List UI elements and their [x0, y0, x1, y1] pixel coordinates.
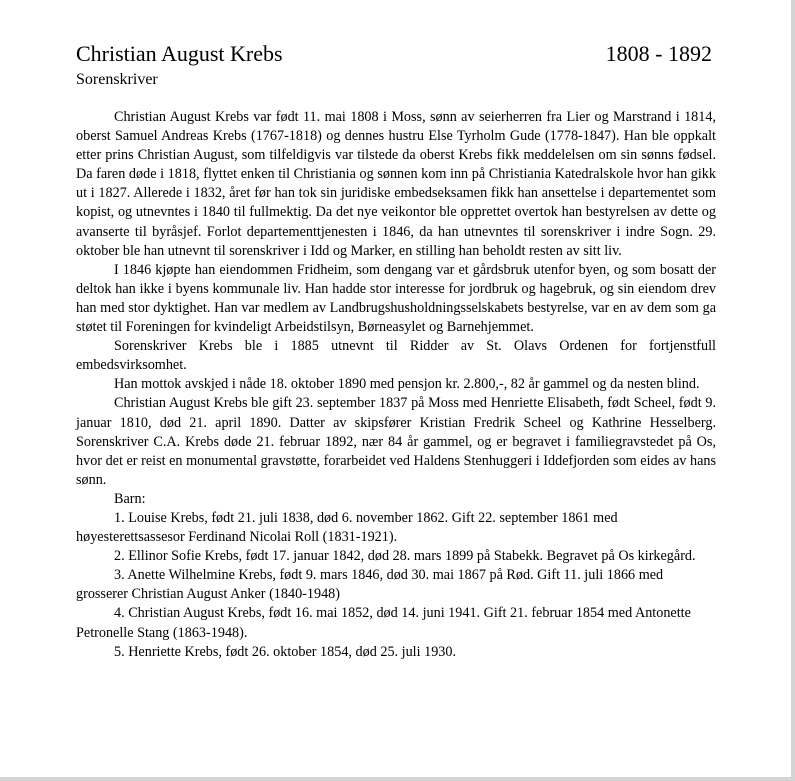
paragraph: Han mottok avskjed i nåde 18. oktober 1890 med pensjon kr. 2.800,-, 82 år gammel og da nesten blind.: [114, 376, 700, 393]
child-entry: 1. Louise Krebs, født 21. juli 1838, død 6. november 1862. Gift 22. september 1861 med høyesterettsassesor Ferdinand Nicolai Roll (1831-1921).: [76, 509, 618, 546]
person-title: Sorenskriver: [76, 71, 158, 88]
window-frame-right: [791, 0, 795, 781]
children-list: [76, 490, 716, 662]
title-row: [76, 38, 716, 70]
document-page: [76, 38, 716, 662]
window-frame-bottom: [0, 777, 795, 781]
paragraph: Christian August Krebs ble gift 23. september 1837 på Moss med Henriette Elisabeth, født Scheel, født 9. januar 1810, død 21. april 1890. Datter av skipsfører Kristian Fredrik Scheel og Kathrine Hesselberg. Sorenskriver C.A. Krebs døde 21. februar 1892, nær 84 år gammel, og er begravet i familiegravstedet på Os, hvor det er reist en monumental gravstøtte, forarbeidet ved Haldens Stenhuggeri i Iddefjorden som eides av hans sønn.: [76, 395, 716, 488]
child-entry: 3. Anette Wilhelmine Krebs, født 9. mars 1846, død 30. mai 1867 på Rød. Gift 11. juli 1866 med grosserer Christian August Anker (1840-1948): [76, 567, 664, 603]
children-heading: Barn:: [114, 490, 146, 507]
child-entry: 4. Christian August Krebs, født 16. mai 1852, død 14. juni 1941. Gift 21. februar 1854 med Antonette Petronelle Stang (1863-1948).: [76, 605, 691, 641]
child-entry: 5. Henriette Krebs, født 26. oktober 1854, død 25. juli 1930.: [114, 643, 457, 660]
child-entry: 2. Ellinor Sofie Krebs, født 17. januar 1842, død 28. mars 1899 på Stabekk. Begravet på Os kirkegård.: [114, 548, 696, 565]
paragraph: Christian August Krebs var født 11. mai 1808 i Moss, sønn av seierherren fra Lier og Marstrand i 1814, oberst Samuel Andreas Krebs (1767-1818) og dennes hustru Else Tyrholm Gude (1778-1847). Han ble oppkalt etter prins Christian August, som tilfeldigvis var tilstede da oberst Krebs fikk meddelelsen om sin sønns fødsel. Da faren døde i 1818, flyttet enken til Christiania og sønnen kom inn på Christiania Katedralskole hvor han gikk ut i 1827. Allerede i 1832, året før han tok sin juridiske embedseksamen fikk han ansettelse i departementet som kopist, og utnevntes i 1840 til fullmektig. Da det nye veikontor ble opprettet overtok han bestyrelsen av dette og avanserte til byråsjef. Forlot departementtjenesten i 1846, da han utnevntes til sorenskriver i indre Sogn. 29. oktober ble han utnevnt til sorenskriver i Idd og Marker, en stilling han beholdt resten av sitt liv.: [76, 109, 716, 259]
person-name: Christian August Krebs: [76, 41, 283, 66]
biography-text: [76, 108, 716, 490]
paragraph: Sorenskriver Krebs ble i 1885 utnevnt til Ridder av St. Olavs Ordenen for fortjenstfull embedsvirksomhet.: [76, 338, 716, 374]
paragraph: I 1846 kjøpte han eiendommen Fridheim, som dengang var et gårdsbruk utenfor byen, og som bosatt der deltok han ikke i byens kommunale liv. Han hadde stor interesse for jordbruk og hagebruk, og sin eiendom drev han med stor dyktighet. Han var medlem av Landbrugshusholdningsselskabets bestyrelse, var en av dem som ga støtet til Foreningen for kvindeligt Arbeidstilsyn, Børneasylet og Barnehjemmet.: [76, 261, 716, 336]
life-years: 1808 - 1892: [605, 41, 712, 66]
